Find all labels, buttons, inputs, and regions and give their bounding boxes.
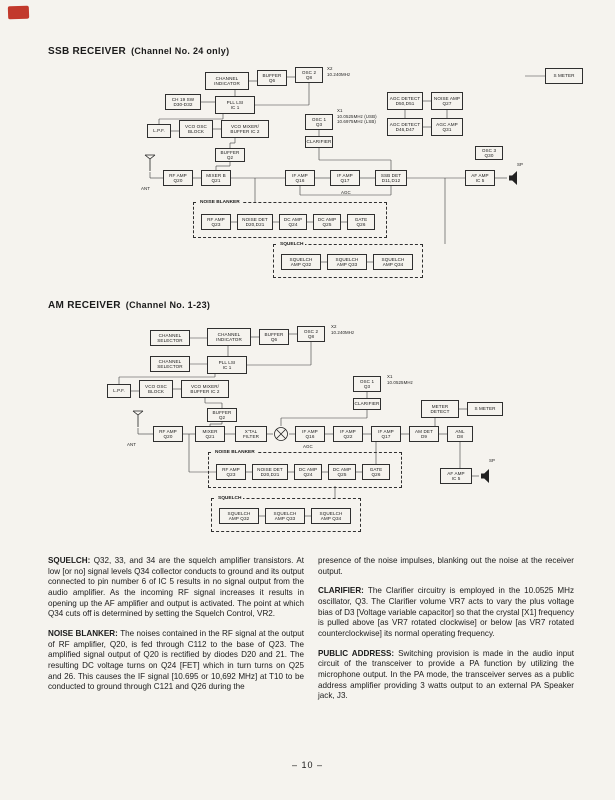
diagram-block: RF AMP Q20 [153,426,183,442]
diagram-block: OSC 3 Q30 [475,146,503,160]
paragraph-body: The noises contained in the RF signal at the output of RF amplifier, Q20, is fed through C112 to the base of Q23. The amplified signal output of Q20 is rectified by diodes D20 and 21. The resulting DC voltage turns on Q24 [FET] which in turn turns on Q25 and 26. This causes the IF signal [10.695 or 10,692 MHz] at T10 to be conducted to ground through C121 and Q26 during the [48,629,304,692]
diagram-block: OSC 1 Q3 [305,114,333,130]
diagram-block: CLARIFIER [305,136,333,148]
am-section-title: AM RECEIVER [48,300,121,311]
diagram-block: GATE Q26 [362,464,390,480]
diagram-note: X2 10.240MHz [331,324,355,335]
diagram-note: AGC [303,444,313,449]
diagram-block: AGC AMP Q31 [431,118,463,136]
diagram-block: AGC DETECT D46,D47 [387,118,423,136]
diagram-block: CHANNEL SELECTOR [150,330,190,346]
paragraph-term: PUBLIC ADDRESS: [318,648,399,658]
ssb-section-heading [48,46,229,57]
group-label: NOISE BLANKER [200,200,240,205]
diagram-block: VCO MIXER/ BUFFER IC 2 [181,380,229,398]
text-col-right [318,556,574,711]
diagram-block: DC AMP Q24 [279,214,307,230]
diagram-block: SQUELCH AMP Q34 [373,254,413,270]
diagram-note: X1 10.0525MHz (USB) 10.6975MHz (LSB) [337,108,377,124]
diagram-block: VCO OSC BLOCK [179,120,213,138]
diagram-block: SSB DET D11,D12 [375,170,407,186]
paragraph-body: presence of the noise impulses, blanking out the noise at the receiver output. [318,556,574,576]
diagram-block: VCO MIXER/ BUFFER IC 2 [221,120,269,138]
diagram-block: RF AMP Q23 [201,214,231,230]
diagram-block: AGC DETECT D50,D51 [387,92,423,110]
diagram-block: BUFFER Q6 [257,70,287,86]
text-col-left [48,556,304,702]
am-block-diagram [95,320,595,552]
diagram-note: AGC [341,190,351,195]
paragraph-term: NOISE BLANKER: [48,629,121,639]
diagram-block: NOISE DET D20,D21 [237,214,273,230]
diagram-block: METER DETECT [421,400,459,418]
diagram-block: CHANNEL INDICATOR [205,72,249,90]
am-section-subtitle: (Channel No. 1-23) [125,300,211,310]
diagram-note: SP [489,458,496,463]
group-label: NOISE BLANKER [215,450,255,455]
diagram-block: PLL LSI IC 1 [207,356,247,374]
diagram-block: SQUELCH AMP Q34 [311,508,351,524]
paragraph [48,629,304,693]
diagram-note: X2 10.240MHz [327,66,351,77]
diagram-block: SQUELCH AMP Q32 [219,508,259,524]
diagram-block: RF AMP Q20 [163,170,193,186]
paragraph-body: Switching provision is made in the audio input circuit of the transceiver to provide a PA function by utilizing the microphone output. In the PA mode, the transceiver serves as a public address amplifier providing 3 watts output to an external PA Speaker jack, J3. [318,648,574,701]
diagram-block: SQUELCH AMP Q32 [281,254,321,270]
diagram-block: VCO OSC BLOCK [139,380,173,398]
diagram-block: CHANNEL INDICATOR [207,328,251,346]
diagram-block: IF AMP Q16 [285,170,315,186]
diagram-block: NOISE AMP Q27 [431,92,463,110]
paragraph [318,556,574,577]
diagram-block: CHANNEL SELECTOR [150,356,190,372]
diagram-block: SQUELCH AMP Q33 [327,254,367,270]
antenna-icon [143,154,157,172]
group-label: SQUELCH [218,496,242,501]
diagram-block: IF AMP Q16 [295,426,325,442]
diagram-block: SQUELCH AMP Q33 [265,508,305,524]
diagram-block: NOISE DET D20,D21 [252,464,288,480]
group-label: SQUELCH [280,242,304,247]
diagram-block: OSC 1 Q3 [353,376,381,392]
diagram-block: MIXER B Q21 [201,170,231,186]
diagram-block: L.P.F. [147,124,171,138]
diagram-block: AF AMP IC 5 [440,468,472,484]
diagram-note: X1 10.0525MHz [387,374,413,385]
diagram-block: CH 19 SW D30-D32 [165,94,201,110]
paragraph-term: SQUELCH: [48,556,94,565]
paragraph [318,649,574,702]
diagram-block: ANL D8 [447,426,473,442]
ssb-section-title: SSB RECEIVER [48,46,127,57]
paragraph [318,586,574,639]
mixer-icon [273,426,289,442]
diagram-block: DC AMP Q25 [313,214,341,230]
speaker-icon [507,170,523,186]
diagram-block: RF AMP Q23 [216,464,246,480]
diagram-block: OSC 2 Q8 [297,326,325,342]
paragraph-body: Q32, 33, and 34 are the squelch amplifier transistors. At low [or no] signal levels Q34 collector conducts to ground and its output connected to pin number 6 of IC 5 results in no signal output from the audio amplifier. As the incoming RF signal increases it results in opening up the AF amplifier and output is activated. The point at which Q34 cuts off is determined by setting the Squelch Control, VR2. [48,556,304,619]
diagram-block: BUFFER Q2 [207,408,237,422]
paragraph [48,556,304,620]
ssb-section-subtitle: (Channel No. 24 only) [131,46,230,56]
diagram-block: IF AMP Q17 [330,170,360,186]
diagram-block: GATE Q26 [347,214,375,230]
diagram-block: IF AMP Q17 [371,426,401,442]
diagram-block: MIXER Q21 [195,426,225,442]
red-stamp [8,6,29,20]
diagram-block: DC AMP Q24 [294,464,322,480]
speaker-icon [479,468,495,484]
diagram-block: L.P.F. [107,384,131,398]
diagram-block: DC AMP Q25 [328,464,356,480]
page-number: – 10 – [291,760,324,770]
diagram-note: SP [517,162,524,167]
paragraph-term: CLARIFIER: [318,586,368,596]
diagram-block: AM DET D9 [409,426,439,442]
ssb-block-diagram [135,62,593,294]
diagram-note: ANT [141,186,151,191]
diagram-block: S METER [467,402,503,416]
diagram-block: S METER [545,68,583,84]
paragraph-body: The Clarifier circuitry is employed in the 10.0525 MHz oscillator, Q3. The Clarifier volume VR7 acts to vary the plus voltage bias of D3 [Voltage variable capacitor] so that the crystal [X1] frequency is pulled above [as VR7 rotated clockwise] or below [as VR7 rotated counterclockwise] its normal operating frequency. [318,586,575,639]
diagram-block: PLL LSI IC 1 [215,96,255,114]
diagram-block: AF AMP IC 5 [465,170,495,186]
antenna-icon [131,410,145,428]
am-section-heading [48,300,210,311]
diagram-block: BUFFER Q2 [215,148,245,162]
diagram-block: BUFFER Q6 [259,329,289,345]
diagram-note: ANT [127,442,137,447]
diagram-block: X'TAL FILTER [235,426,267,442]
diagram-block: CLARIFIER [353,398,381,410]
diagram-block: IF AMP Q22 [333,426,363,442]
diagram-block: OSC 2 Q8 [295,67,323,83]
